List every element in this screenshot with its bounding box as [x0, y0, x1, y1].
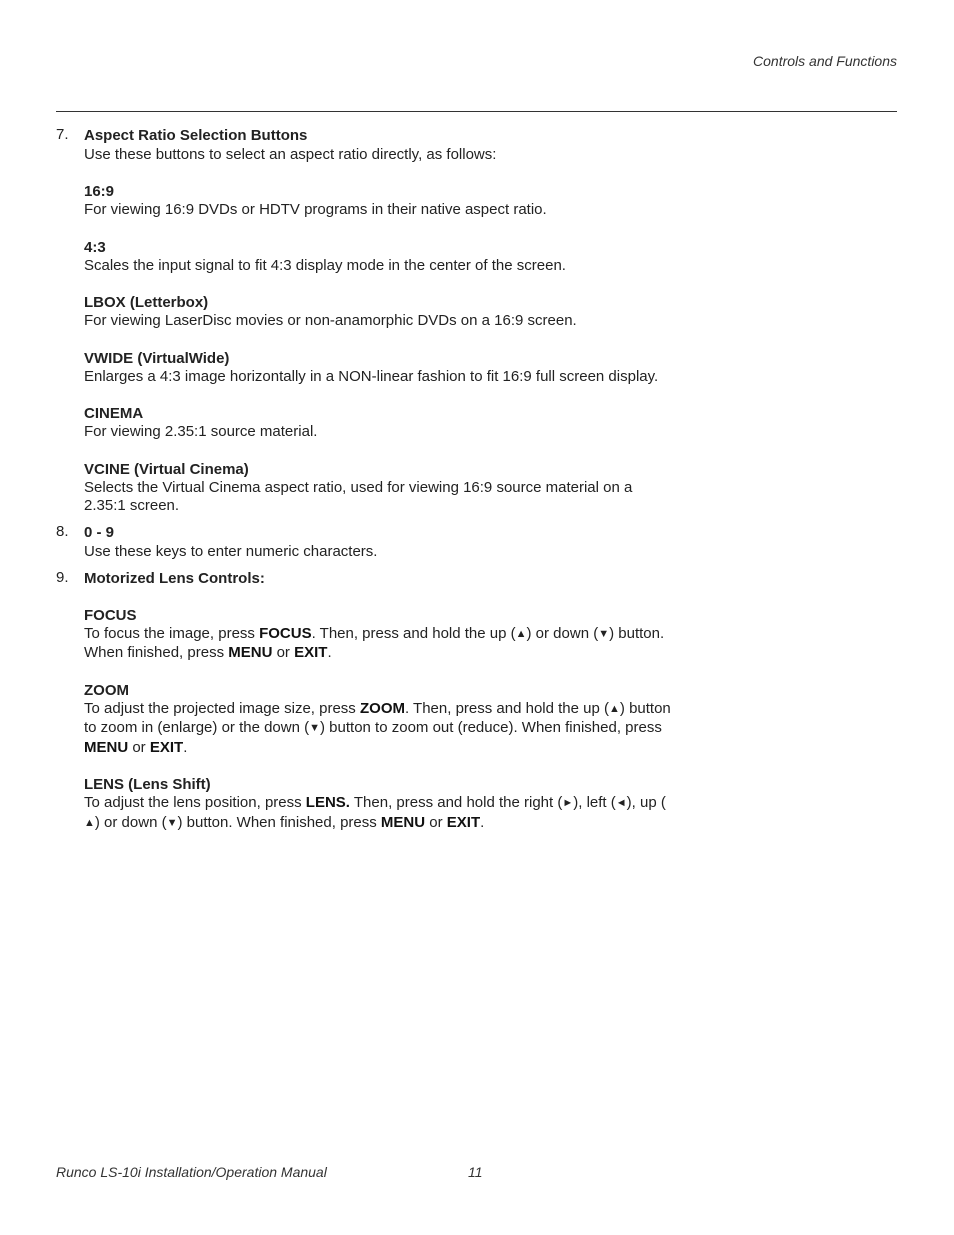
- item-title: 0 - 9: [84, 523, 115, 541]
- up-arrow-icon: ▲: [515, 627, 527, 640]
- page-number: 11: [468, 1164, 483, 1180]
- sub-text: [84, 794, 676, 833]
- footer-manual-title: Runco LS-10i Installation/Operation Manual: [56, 1164, 327, 1180]
- text-run: ) button. When finished, press: [177, 813, 381, 831]
- sub-text: Enlarges a 4:3 image horizontally in a NON-linear fashion to fit 16:9 full screen display.: [84, 367, 659, 385]
- sub-heading: ZOOM: [84, 681, 129, 699]
- text-run: .: [183, 738, 188, 756]
- left-arrow-icon: ◄: [615, 797, 627, 809]
- key-label: MENU: [228, 644, 273, 661]
- sub-section-cinema: [84, 404, 676, 442]
- header-divider: [56, 111, 897, 112]
- list-item-aspect-ratio: [56, 126, 676, 516]
- text-run: or: [272, 644, 295, 661]
- item-number: 7.: [56, 126, 69, 143]
- item-description: Use these keys to enter numeric characters.: [84, 542, 378, 560]
- item-number: 9.: [56, 568, 69, 586]
- sub-heading: 16:9: [84, 183, 115, 200]
- page-content: [56, 126, 676, 833]
- list-item-lens-controls: [56, 569, 676, 834]
- text-run: To focus the image, press: [84, 624, 260, 642]
- key-label: LENS.: [305, 794, 350, 811]
- down-arrow-icon: ▼: [598, 627, 610, 640]
- key-label: MENU: [380, 813, 426, 831]
- sub-text: Selects the Virtual Cinema aspect ratio, used for viewing 16:9 source material on a 2.35:1 screen.: [84, 478, 633, 514]
- sub-section-zoom: [84, 681, 676, 758]
- sub-section-vcine: [84, 460, 676, 516]
- sub-heading: LENS (Lens Shift): [84, 776, 211, 793]
- text-run: ), left (: [573, 794, 616, 811]
- text-run: To adjust the lens position, press: [84, 794, 306, 811]
- down-arrow-icon: ▼: [166, 816, 178, 829]
- key-label: EXIT: [446, 813, 481, 831]
- text-run: .: [327, 644, 332, 661]
- sub-text: For viewing LaserDisc movies or non-anamorphic DVDs on a 16:9 screen.: [84, 312, 577, 329]
- text-run: ) or down (: [526, 624, 599, 642]
- sub-text: For viewing 2.35:1 source material.: [84, 423, 318, 440]
- sub-heading: FOCUS: [84, 606, 137, 624]
- up-arrow-icon: ▲: [84, 816, 95, 829]
- text-run: ) button. When finished, press: [84, 624, 665, 661]
- up-arrow-icon: ▲: [609, 702, 620, 715]
- text-run: ), up (: [626, 794, 666, 811]
- sub-heading: VCINE (Virtual Cinema): [84, 460, 249, 478]
- sub-section-focus: [84, 606, 676, 663]
- item-description: Use these buttons to select an aspect ratio directly, as follows:: [84, 146, 497, 163]
- text-run: .: [480, 813, 485, 831]
- text-run: . Then, press and hold the up (: [311, 624, 516, 642]
- sub-text: [84, 625, 676, 663]
- sub-text: Scales the input signal to fit 4:3 display mode in the center of the screen.: [84, 256, 566, 274]
- down-arrow-icon: ▼: [309, 722, 321, 734]
- item-number: 8.: [56, 522, 69, 540]
- text-run: ) or down (: [94, 813, 167, 831]
- text-run: To adjust the projected image size, press: [84, 699, 360, 717]
- sub-heading: CINEMA: [84, 405, 144, 422]
- sub-text: [84, 700, 676, 758]
- sub-heading: VWIDE (VirtualWide): [84, 349, 230, 367]
- text-run: or: [425, 813, 447, 831]
- sub-section-4-3: [84, 238, 676, 276]
- key-label: FOCUS: [259, 624, 312, 642]
- sub-heading: LBOX (Letterbox): [84, 294, 209, 311]
- text-run: or: [128, 738, 150, 756]
- text-run: ) button to zoom in (enlarge) or the down (: [84, 699, 671, 736]
- right-arrow-icon: ►: [562, 797, 574, 809]
- running-header: Controls and Functions: [753, 53, 897, 69]
- item-title: Aspect Ratio Selection Buttons: [84, 127, 308, 144]
- sub-section-lens-shift: [84, 775, 676, 833]
- sub-section-vwide: [84, 349, 676, 387]
- key-label: EXIT: [294, 644, 328, 661]
- key-label: ZOOM: [359, 699, 405, 717]
- key-label: EXIT: [149, 738, 184, 756]
- text-run: Then, press and hold the right (: [349, 794, 563, 811]
- text-run: . Then, press and hold the up (: [404, 699, 610, 717]
- sub-heading: 4:3: [84, 238, 106, 256]
- item-title: Motorized Lens Controls:: [84, 569, 265, 587]
- list-item-numeric-keys: [56, 523, 676, 561]
- key-label: MENU: [84, 738, 129, 756]
- sub-text: For viewing 16:9 DVDs or HDTV programs in their native aspect ratio.: [84, 201, 547, 218]
- text-run: ) button to zoom out (reduce). When finished, press: [320, 719, 662, 736]
- sub-section-lbox: [84, 293, 676, 331]
- sub-section-16-9: [84, 182, 676, 220]
